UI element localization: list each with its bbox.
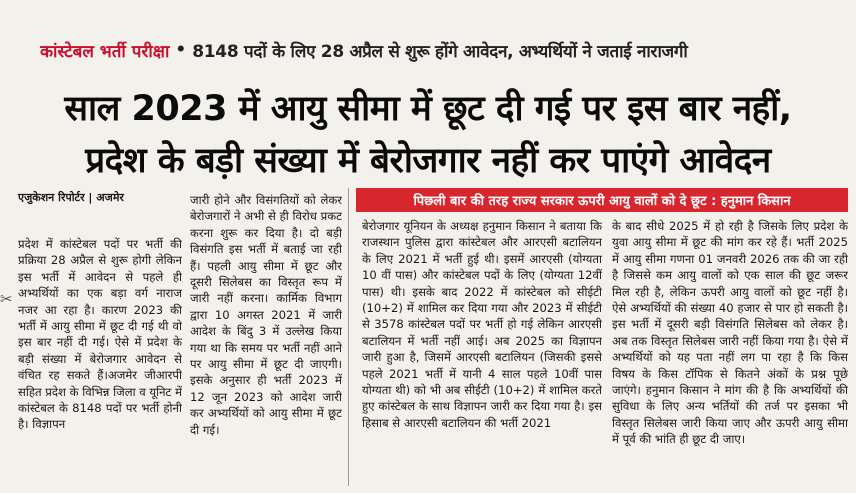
kicker-separator: • [175, 40, 187, 60]
kicker-line [40, 36, 840, 64]
article-column-2: जारी होने और विसंगतियों को लेकर बेरोजगारों ने अभी से ही विरोध प्रकट करना शुरू कर दिया है। दो बड़ी विसंगति इस भर्ती में बताई जा रही हैं। पहली आयु सीमा में छूट और दूसरी सिलेबस का विस्तृत रूप में जारी नहीं करना। कार्मिक विभाग द्वारा 10 अगस्त 2021 में जारी आदेश के बिंदु 3 में उल्लेख किया गया था कि समय पर भर्ती नहीं आने पर आयु सीमा में छूट दी जाएगी। इसके अनुसार ही भर्ती 2023 में 12 जून 2023 को आदेश जारी कर अभ्यर्थियों को आयु सीमा में छूट दी गई। [190, 193, 342, 437]
article-column-4: के बाद सीधे 2025 में हो रही है जिसके लिए प्रदेश के युवा आयु सीमा में छूट की मांग कर रहे हैं। भर्ती 2025 में आयु सीमा गणना 01 जनवरी 2026 तक की जा रही है जिससे कम आयु वालों को एक साल की छूट जरूर मिल रही है, लेकिन ऊपरी आयु वालों को छूट नहीं है। ऐसे अभ्यर्थियों की संख्या 40 हजार से पार हो सकती है। इस भर्ती में दूसरी बड़ी विसंगति सिलेबस को लेकर है। अब तक विस्तृत सिलेबस जारी नहीं किया गया है। ऐसे में अभ्यर्थियों को यह पता नहीं लग पा रहा है कि किस विषय के किस टॉपिक से कितने अंकों के प्रश्न पूछे जाएंगे। हनुमान किसान ने मांग की है कि अभ्यर्थियों की सुविधा के लिए अन्य भर्तियों की तर्ज पर इसका भी विस्तृत सिलेबस जारी किया जाए और ऊपरी आयु सीमा में पूर्व की भांति ही छूट दी जाए। [612, 219, 848, 447]
byline: एजुकेशन रिपोर्टर | अजमेर [18, 191, 124, 204]
article-column-1: प्रदेश में कांस्टेबल पदों पर भर्ती की प्रक्रिया 28 अप्रैल से शुरू होगी लेकिन इस भर्ती में आवेदन से पहले ही अभ्यर्थियों का एक बड़ा वर्ग नाराज नजर आ रहा है। कारण 2023 की भर्ती में आयु सीमा में छूट दी गई थी वो इस बार नहीं दी गई। ऐसे में प्रदेश के बड़ी संख्या में बेरोजगार आवेदन से वंचित रह सकते हैं।अजमेर जीआरपी सहित प्रदेश के विभिन्न जिला व यूनिट में कांस्टेबल के 8148 पदों पर भर्ती होनी है। विज्ञापन [18, 237, 182, 432]
kicker-text: 8148 पदों के लिए 28 अप्रैल से शुरू होंगे आवेदन, अभ्यर्थियों ने जताई नाराजगी [192, 41, 688, 62]
column-divider [348, 188, 349, 486]
scissors-icon: ✂ [0, 290, 13, 308]
article-column-3: बेरोजगार यूनियन के अध्यक्ष हनुमान किसान ने बताया कि राजस्थान पुलिस द्वारा कांस्टेबल और आरएसी बटालियन के लिए 2021 में भर्ती हुई थी। इसमें आरएसी (योग्यता 10 वीं पास) और कांस्टेबल पदों के लिए (योग्यता 12वीं पास) थी। इसके बाद 2022 में कांस्टेबल को सीईटी (10+2) में शामिल कर दिया गया और 2023 में सीईटी से 3578 कांस्टेबल पदों पर भर्ती हो गई लेकिन आरएसी बटालियन में भर्ती नहीं आई। अब 2025 का विज्ञापन जारी हुआ है, जिसमें आरएसी बटालियन (जिसकी इससे पहले 2021 भर्ती में यानी 4 साल पहले 10वीं पास योग्यता थी) को भी अब सीईटी (10+2) में शामिल करते हुए कांस्टेबल के साथ विज्ञापन जारी कर दिया गया है। इस हिसाब से आरएसी बटालियन की भर्ती 2021 [362, 219, 602, 430]
subheadline-banner: पिछली बार की तरह राज्य सरकार ऊपरी आयु वालों को दे छूट : हनुमान किसान [356, 188, 848, 212]
kicker-tag: कांस्टेबल भर्ती परीक्षा [40, 41, 170, 62]
headline-line-1: साल 2023 में आयु सीमा में छूट दी गई पर इस बार नहीं, [64, 89, 792, 129]
headline-line-2: प्रदेश के बड़ी संख्या में बेरोजगार नहीं कर पाएंगे आवेदन [85, 141, 771, 181]
